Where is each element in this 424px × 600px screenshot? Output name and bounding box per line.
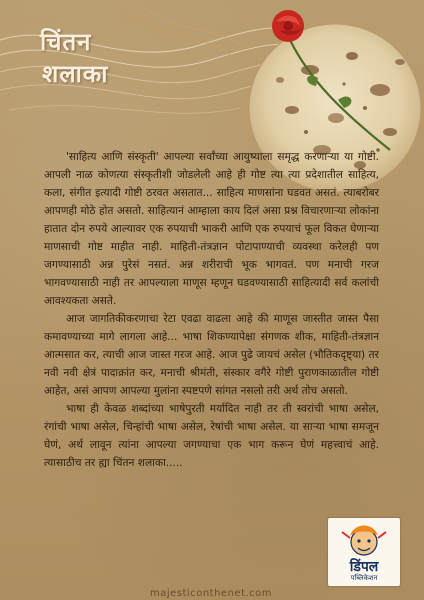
blurb-paragraph-3: भाषा ही केवळ शब्दांच्या भाषेपुरती मर्यादित नाही तर ती स्वरांची भाषा असेल, रंगांची भाषा असेल, चिन्हांची भाषा असेल, रेषांची भाषा असेल. या साऱ्या भाषा समजून घेणं, अर्थ लावून त्यांना आपल्या जगण्याचा एक भाग करून घेणं महत्त्वाचं आहे. त्यासाठीच तर ह्या चिंतन शलाका..... (44, 403, 379, 469)
blurb-paragraph-1: 'साहित्य आणि संस्कृती' आपल्या सर्वांच्या आयुष्याला समृद्ध करणाऱ्या या गोष्टी. आपली नाळ कोणत्या संस्कृतीशी जोडलेली आहे ही गोष्ट त्या त्या प्रदेशातील साहित्य, कला, संगीत इत्यादी गोष्टी ठरवत असतात... साहित्य माणसांना घडवत असतं. त्याबरोबर आपणही मोठे होत असतो. साहित्यानं आम्हाला काय दिलं असा प्रश्न विचारणाऱ्या लोकांना हातात दोन रुपये आल्यावर एक रुपयाची भाकरी आणि एक रुपयाचं फूल विकत घेणाऱ्या माणसाची गोष्ट माहीत नाही. माहिती-तंत्रज्ञान पोटापाण्याची व्यवस्था करेलही पण जगण्यासाठी अन्न पुरेसं नसतं. अन्न शरीराची भूक भागवतं. पण मनाची गरज भागवण्यासाठी नाही तर आपल्याला माणूस म्हणून घडवण्यासाठी साहित्यादी सर्व कलांची आवश्यकता असते. (44, 151, 379, 307)
title-line-1: चिंतन (40, 28, 92, 56)
publisher-name: डिंपल (349, 559, 379, 575)
blurb-paragraph-2: आज जागतिकीकरणाचा रेटा एवढा वाढला आहे की माणूस जास्तीत जास्त पैसा कमावण्याच्या मागे लागला आहे... भाषा शिकण्यापेक्षा संगणक शीक, माहिती-तंत्रज्ञान आत्मसात कर, त्याची आज जास्त गरज आहे. आज पुढे जायचं असेल (भौतिकदृष्ट्या) तर नवी नवी क्षेत्रं पादाक्रांत कर, मनाची श्रीमंती, संस्कार वगैरे गोष्टी पुराणकाळातील गोष्टी आहेत, असं आपण आपल्या मुलांना स्पष्टपणे सांगत नसलो तरी अर्थ तोच असतो. (44, 313, 379, 397)
publisher-subtitle: पब्लिकेशन (350, 574, 378, 582)
title-line-2: शलाका (42, 60, 109, 88)
publisher-mascot-icon (328, 518, 400, 562)
publisher-logo (328, 518, 400, 586)
cover-title (40, 26, 150, 90)
publisher-website: majesticonthenet.com (150, 588, 273, 599)
blurb-text (44, 148, 379, 472)
